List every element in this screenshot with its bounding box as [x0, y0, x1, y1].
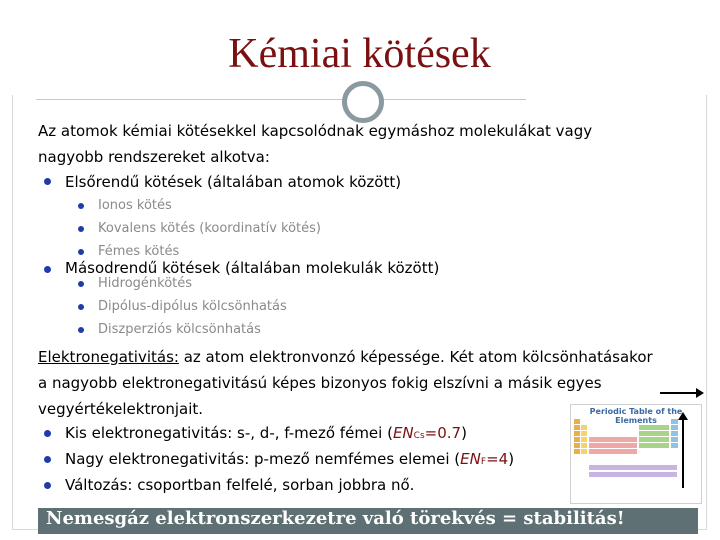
arrow-up-icon [678, 412, 688, 420]
secondary-bonds: Másodrendű kötések (általában molekulák között) [65, 259, 440, 277]
periodic-table-grid [572, 417, 700, 501]
en-symbol: EN [392, 424, 414, 442]
bullet-high-text: Nagy elektronegativitás: p-mező nemfémes elemei ( [65, 450, 461, 468]
primary-bonds: Elsőrendű kötések (általában atomok között) [65, 173, 402, 191]
bullet-icon [44, 482, 51, 489]
bullet-icon [78, 203, 84, 209]
en-subscript-cs: Cs [413, 431, 425, 441]
bullet-icon [78, 281, 84, 287]
secondary-item-dispersion: Diszperziós kölcsönhatás [98, 322, 261, 337]
electronegativity-term: Elektronegativitás: [38, 348, 179, 366]
primary-item-metallic: Fémes kötés [98, 244, 180, 259]
bullet-icon [78, 226, 84, 232]
en-symbol: EN [460, 450, 481, 468]
bullet-icon [78, 327, 84, 333]
bullet-high-electronegativity [65, 450, 514, 468]
bullet-icon [44, 266, 51, 273]
en-value-cs: =0.7 [424, 424, 462, 442]
en-subscript-f: F [480, 457, 487, 467]
bullet-icon [44, 178, 51, 185]
bullet-icon [78, 249, 84, 255]
bullet-high-suffix: ) [508, 450, 515, 468]
bullet-low-suffix: ) [461, 424, 467, 442]
bullet-icon [44, 456, 51, 463]
en-value-f: =4 [486, 450, 509, 468]
footer-text: Nemesgáz elektronszerkezetre való törekvés = stabilitás! [46, 508, 625, 529]
title-divider [36, 99, 526, 100]
electronegativity-def-line3: vegyértékelektronjait. [38, 400, 204, 418]
intro-line-2: nagyobb rendszereket alkotva: [38, 148, 270, 166]
periodic-table-title: Periodic Table of the Elements [589, 407, 683, 425]
arrow-right-line [660, 392, 700, 394]
bullet-change: Változás: csoportban felfelé, sorban jobbra nő. [65, 476, 415, 494]
electronegativity-def-part1: az atom elektronvonzó képessége. Két atom kölcsönhatásakor [178, 348, 653, 366]
primary-item-covalent: Kovalens kötés (koordinatív kötés) [98, 221, 321, 236]
slide-title: Kémiai kötések [228, 31, 491, 77]
decorative-circle [342, 81, 384, 123]
arrow-right-icon [696, 388, 704, 398]
intro-line-1: Az atomok kémiai kötésekkel kapcsolódnak egymáshoz molekulákat vagy [38, 122, 593, 140]
secondary-item-hydrogen: Hidrogénkötés [98, 276, 193, 291]
bullet-low-text: Kis elektronegativitás: s-, d-, f-mező fémei ( [65, 424, 393, 442]
bullet-low-electronegativity [65, 424, 467, 442]
arrow-up-line [682, 418, 684, 488]
bullet-icon [44, 430, 51, 437]
electronegativity-definition [38, 348, 653, 366]
bullet-icon [78, 304, 84, 310]
secondary-item-dipole: Dipólus-dipólus kölcsönhatás [98, 299, 287, 314]
primary-item-ionic: Ionos kötés [98, 198, 172, 213]
electronegativity-def-line2: a nagyobb elektronegativitású képes bizonyos fokig elszívni a másik egyes [38, 374, 602, 392]
